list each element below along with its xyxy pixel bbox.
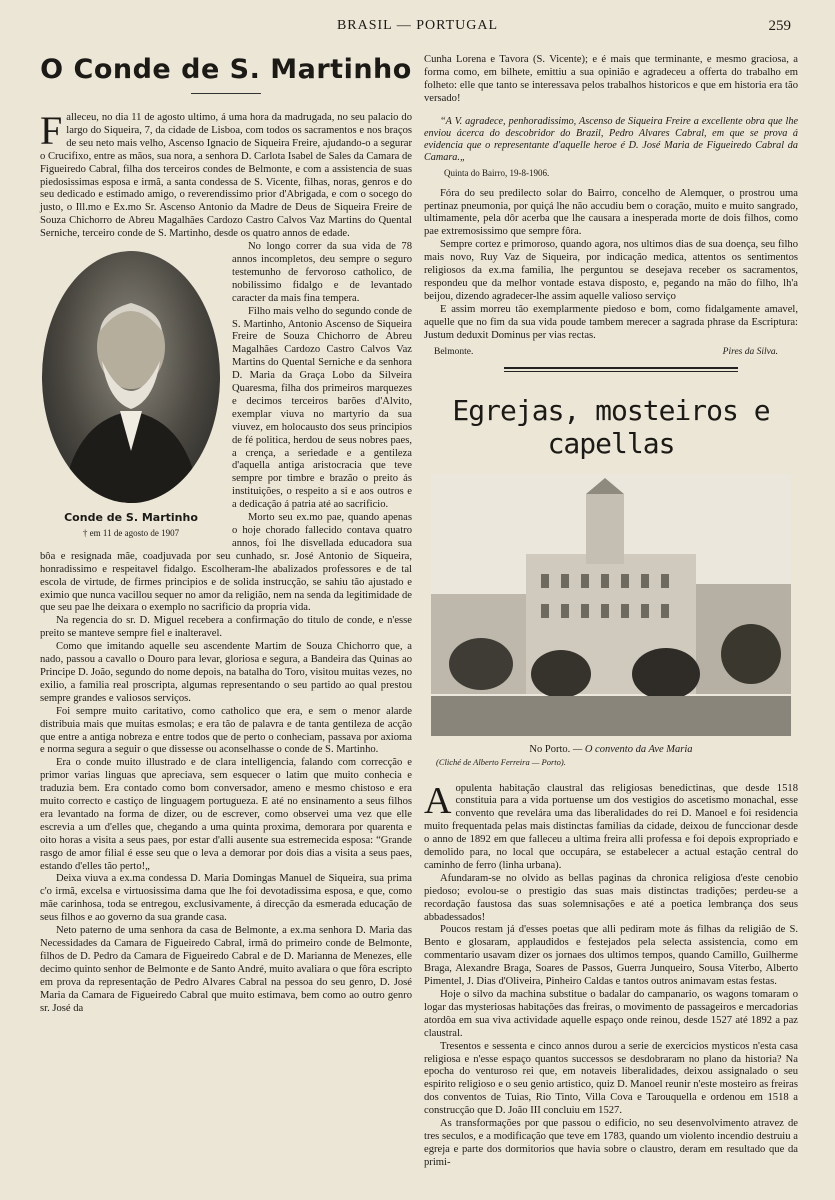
portrait-caption-date: † em 11 de agosto de 1907	[82, 528, 180, 539]
quoted-letter: “A V. agradece, penhoradissimo, Ascenso de Siqueira Freire a excellente obra que lhe enviou ácerca do descobridor do Brazil, Pedro Alvares Cabral, em que se prova á evidencia que o representante d'aquelle heroe é D. José Maria de Figueiredo Cabral da Camara.„	[424, 115, 798, 163]
title-rule	[191, 93, 261, 94]
article-paragraph: As transformações por que passou o edificio, no seu desenvolvimento atravez de tres seculos, e a modificação que teve em 1783, quando um violento incendio destruiu a egreja e parte dos dormitorios que havia sobre o claustro, deram em resultado que da primi-	[424, 1118, 798, 1168]
article-paragraph: Poucos restam já d'esses poetas que alli pediram mote ás filhas da religião de S. Bento e glosaram, applaudidos e festejados pela selecta assistencia, como em commentario usavam dizer os jornaes dos ultimos tempos, quando Camillo, Guilherme Braga, Alexandre Braga, Soares de Passos, Guerra Junqueiro, Sousa Viterbo, Alberto Pimentel, J. Dias d'Oliveira, Pinheiro Caldas e tantos outros animavam estas festas.	[424, 924, 798, 988]
running-head: BRASIL — PORTUGAL	[336, 18, 499, 33]
article-paragraph: Como que imitando aquelle seu ascendente Martim de Souza Chichorro que, a nado, passou a cavallo o Douro para levar, gloriosa e segura, a Bandeira das Quinas ao Principe D. João, segundo do nome depois, na batalha do Toro, visitou muitas vezes, no exilio, a familia real proscripta, algumas representando o seu partido ao qual prestou sempre grandes e valiosos serviços.	[40, 641, 412, 704]
article-paragraph: Na regencia do sr. D. Miguel recebera a confirmação do titulo de conde, e n'esse preito se manteve sempre fiel e inalteravel.	[40, 615, 412, 640]
signature-author: Pires da Silva.	[722, 346, 778, 357]
article-paragraph: Falleceu, no dia 11 de agosto ultimo, á uma hora da madrugada, no seu palacio do largo do Siqueira, 7, da cidade de Lisboa, com todos os sacramentos e nos braços de seu neto mais velho, Ascenso Ignacio de Siqueira Freire, ajudando-o a segurar o Crucifixo, entre as mãos, sua nora, a senhora D. Carlota Isabel de Sales da Camara de Figueiredo Cabral, filha dos terceiros condes de Belmonte, e com a assistencia de suas piedosissimas esposa e irmã, a santa condessa de S. Vicente, filhas, noras, genros e do seu dedicado e estimado amigo, o reverendissimo prior d'Abrigada, e com o socego do justo, o Ill.mo e Ex.mo Sr. Ascenso Antonio da Madre de Deus de Siqueira Freire de Souza Chichorro de Abreu Magalhães Cardozo Castro Calvos Vaz Martins do Quental Serniche, terceiro conde de S. Martinho, desde os quatro annos de edade.	[40, 108, 412, 240]
page-number: 259	[768, 18, 791, 34]
article-paragraph: Fóra do seu predilecto solar do Bairro, concelho de Alemquer, o prostrou uma pertinaz pneumonia, por quiçá lhe não accudiu bem o coração, muito e muito sangrado, ultimamente, pela dôr acerba que lhe causara a inesperada morte de dois filhos, como pae extremosissimo que sempre fôra.	[424, 187, 798, 238]
article-paragraph: Filho mais velho do segundo conde de S. Martinho, Antonio Ascenso de Siqueira Freire de Souza Chichorro de Abreu Magalhães Cardozo Castro Calvos Vaz Martins do Quental Serniche e da senhora D. Maria da Graça Lobo da Silveira Quaresma, filha dos primeiros marquezes e decimos terceiros barões d'Alvito, exemplar viuva no martyrio da sua viuvez, em holocausto dos seus principios de fé politica, herdou de seus nobres paes, a crença, a seriedade e a gentileza d'aquella antiga aristocracia que teve sempre por timbre e brazão o preito ás instituições, o respeito a si e aos outros e a dedicação á patria até ao sacrificio.	[232, 305, 412, 511]
convent-photo	[431, 474, 791, 736]
article-paragraph: Era o conde muito illustrado e de clara intelligencia, falando com correcção e primor varias linguas que apreciava, sem esquecer o latim que muito conhecia e traduzia bem. Era contado como bom conversador, ameno e mesmo chistoso e era muito correcto e castiço de linguagem portugueza. E até no ensinamento a seus filhos era levantado na forma de dizer, ou de escrever, como observei uma vez que elle escrevia a um d'elles que, chegando a uma quinta proxima, demorara por quarenta e oito horas a visita a seus paes, por estar d'alli ausente sua estremecida esposa: “Grande rasgo de amor filial é esse seu que o leva a demorar por dois dias a visita a seus paes, estando d'elles tão perto!„	[40, 757, 412, 872]
signature-place: Belmonte.	[434, 346, 474, 357]
photo-caption	[424, 744, 798, 755]
article-paragraph: Aopulenta habitação claustral das religiosas benedictinas, que desde 1518 constituia para a vida portuense um dos vestigios do ascetismo monachal, esse convento que revelára uma das liberalidades do rei D. Manoel e foi residencia muito frequentada pelas mais distinctas familias da cidade, deixou de funccionar desde o anno de 1892 em que falleceu a ultima freira alli professa e foi depois expropriado e demolido para, no local que occupára, se estabelecer a actual estação central do caminho de ferro (linha urbana).	[424, 779, 798, 871]
photo-credit: (Cliché de Alberto Ferreira — Porto).	[436, 756, 566, 767]
portrait-photo	[42, 251, 220, 503]
article-paragraph: Morto seu ex.mo pae, quando apenas o hoje chorado fallecido contava quatro annos, foi lhe disvellada educadora sua bôa e resignada mãe, coadjuvada por seu cunhado, sr. José Antonio de Siqueira, honradissimo e respeitavel fidalgo. Escolheram-lhe abalizados professores e de tal escola de virtude, de firmes principios e de solida instrucção, se sahiu tão ajustado e eximio que nunca vacillou sequer no amor da religião, nem na senda da legitimidade de que seu pae lhe deixara o exemplo no sacrificio da propria vida.	[40, 512, 412, 614]
portrait-figure	[40, 251, 222, 538]
right-column	[424, 54, 798, 1170]
article-paragraph: Afundaram-se no olvido as bellas paginas da chronica religiosa d'este cenobio piedoso; evolou-se o prestigio das suas mais distinctas tradições; perdeu-se a recordação faustosa das suas solemnisações e até a poetica lembrança dos seus abbadessados!	[424, 872, 798, 923]
photo-caption-place: No Porto.	[529, 743, 571, 755]
section-divider	[504, 367, 738, 372]
quote-source: Quinta do Bairro, 19-8-1906.	[444, 167, 550, 178]
article-paragraph: Foi sempre muito caritativo, como catholico que era, e sem o menor alarde distribuia mais que muitas esmolas; e era tão de palavra e de tanta gentileza de acção que entre a antiga nobreza e entre todos que de perto o conheciam, passava por axioma e norma segura a seguir o que dissesse ou aconselhasse o conde de S. Martinho.	[40, 705, 412, 756]
signature-row	[424, 347, 798, 357]
article-paragraph: Tresentos e sessenta e cinco annos durou a serie de exercicios mysticos n'esta casa religiosa e n'esse espaço quantos successos se desdobraram no plano da historia? Na epocha do venturoso rei que, em notaveis liberalidades, deixou assignalado o seu espirito religioso e o seu genio artistico, quiz D. Manoel reunir n'este mosteiro as freiras dos conventos de Tuias, Rio Tinto, Villa Cova e Tarouquella e ordenou em 1518 a construcção que D. João III concluiu em 1527.	[424, 1040, 798, 1117]
article-paragraph: No longo correr da sua vida de 78 annos incompletos, deu sempre o seguro testemunho de fervoroso catholico, de nobilissimo fidalgo e de levantado caracter da mais fina tempera.	[232, 241, 412, 304]
article-paragraph: Neto paterno de uma senhora da casa de Belmonte, a ex.ma senhora D. Maria das Necessidades da Camara de Figueiredo Cabral, irmã do primeiro conde de Belmonte, filhos de D. Pedro da Camara de Figueiredo Cabral e de D. Marianna de Menezes, elle decimo quinto senhor de Belmonte e de Santo André, muito avaliara o que fôra escripto em prova da representação de Pedro Alvares Cabral na pessoa do seu genro, D. José Maria da Camara de Figueiredo Cabral que muito estimava, bem como ao outro genro sr. José da	[40, 925, 412, 1014]
drop-cap: F	[40, 108, 63, 153]
convent-illustration	[431, 474, 791, 736]
left-column	[40, 54, 412, 1015]
drop-cap: A	[424, 779, 452, 822]
article-paragraph: Hoje o silvo da machina substitue o badalar do campanario, os wagons tomaram o logar das mysteriosas habitações das freiras, o movimento de passageiros e mercadorias atordôa em sua viva actividade aquelle espaço onde reinou, desde 1527 até 1892 a paz claustral.	[424, 989, 798, 1039]
article-title: O Conde de S. Martinho	[40, 54, 412, 85]
section-title: Egrejas, mosteiros e capellas	[452, 393, 770, 460]
article-paragraph: Deixa viuva a ex.ma condessa D. Maria Domingas Manuel de Siqueira, sua prima c'o irmã, excelsa e virtuosissima dama que lhe foi devotadissima esposa, e que, como mãe carinhosa, toda se entregou, exclusivamente, á direcção da esmerada educação de seus filhos e ao governo da sua grande casa.	[40, 873, 412, 924]
portrait-illustration	[42, 251, 220, 503]
photo-caption-desc: — O convento da Ave Maria	[572, 743, 693, 755]
article-paragraph: E assim morreu tão exemplarmente piedoso e bom, como fidalgamente amavel, aquelle que no fim da sua vida poude tambem merecer a sagrada phrase da Escriptura: Justum deduxit Dominus per vias rectas.	[424, 303, 798, 341]
portrait-caption-name: Conde de S. Martinho	[64, 511, 198, 525]
article-paragraph: Sempre cortez e primoroso, quando agora, nos ultimos dias de sua doença, seu filho mais novo, Ruy Vaz de Siqueira, por indicação medica, attentos os sentimentos religiosos da ex.ma familia, lhe perguntou se desejava receber os sacramentos, respondeu que da melhor vontade estava disposto, e, pegando na mão do filho, lh'a beijou, dizendo agradecer-lhe assim aquelle valioso serviço	[424, 239, 798, 302]
article-paragraph: Cunha Lorena e Tavora (S. Vicente); e é mais que terminante, e mesmo graciosa, a forma como, em bilhete, emittiu a sua opinião e agradeceu a offerta do trabalho em folheto: elle que tanto se interessava pelos trabalhos historicos e que em historia era tão versado!	[424, 54, 798, 104]
page-header	[0, 18, 835, 38]
